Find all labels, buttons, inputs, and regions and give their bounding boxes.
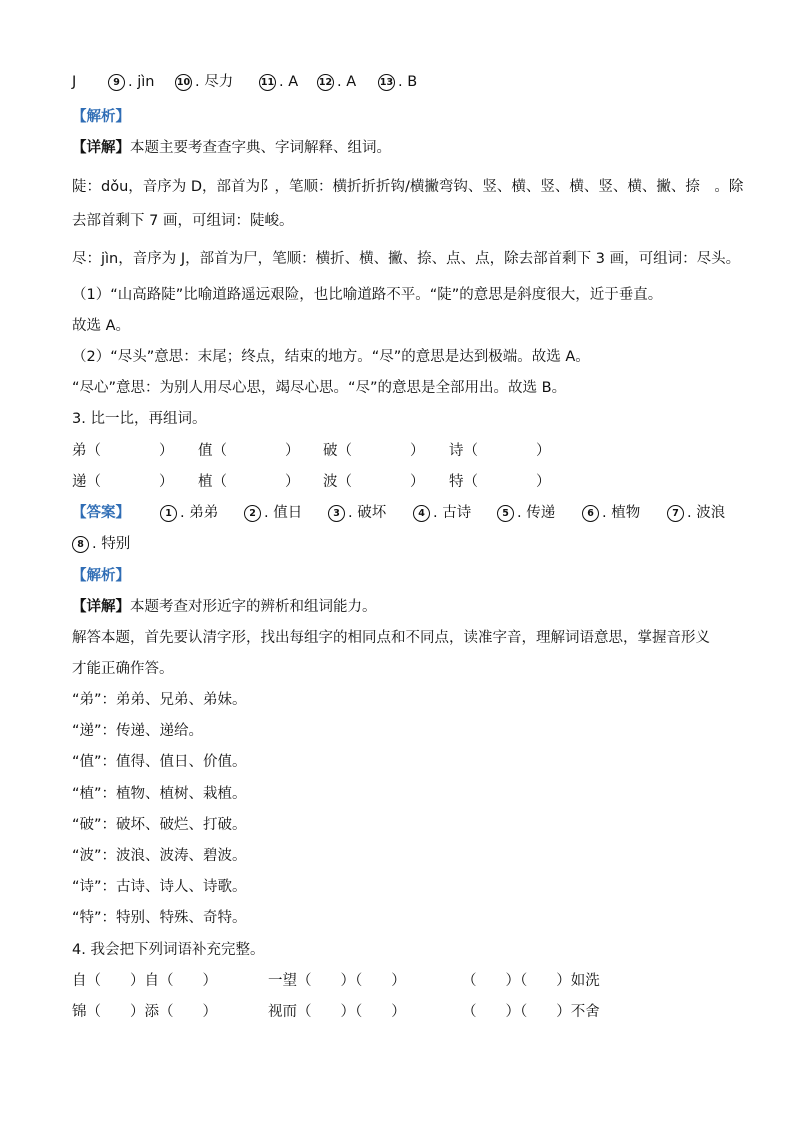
answer-item [244, 503, 302, 523]
circled-number: 6 [582, 505, 599, 522]
question-4-title: 4. 我会把下列词语补充完整。 [72, 942, 265, 958]
answer-10 [175, 72, 233, 92]
answer-9 [108, 72, 154, 92]
circled-number: 5 [497, 505, 514, 522]
answer-text: . 特别 [92, 536, 131, 552]
answer-item [667, 503, 725, 523]
analysis-tag: 【解析】 [72, 109, 130, 125]
top-answers-line [72, 72, 76, 92]
q4-blank: 自（ ）自（ ） [72, 973, 217, 989]
analysis-line: 尽：jìn，音序为 J，部首为尸，笔顺：横折、横、撇、捺、点、点，除去部首剩下 3 画，可组词：尽头。 [72, 251, 741, 267]
answer-text: . 古诗 [433, 505, 472, 521]
answer-text: . 波浪 [687, 505, 726, 521]
circled-number: 13 [378, 74, 395, 91]
circled-number: 3 [328, 505, 345, 522]
answer-text: . 弟弟 [180, 505, 219, 521]
q3-blank: 诗（ ） [449, 443, 551, 459]
analysis-line: （1）“山高路陡”比喻道路遥远艰险，也比喻道路不平。“陡”的意思是斜度很大，近于垂直。 [72, 287, 663, 303]
word-group-line: “值”：值得、值日、价值。 [72, 754, 247, 770]
answer-text: . B [398, 74, 418, 90]
answer-item [160, 503, 218, 523]
q4-blank: 锦（ ）添（ ） [72, 1004, 217, 1020]
answer-prefix: J [72, 74, 77, 90]
analysis-line: 故选 A。 [72, 318, 131, 334]
q3-blank: 值（ ） [198, 443, 300, 459]
analysis-tag: 【解析】 [72, 568, 130, 584]
circled-number: 4 [413, 505, 430, 522]
answer-item [582, 503, 640, 523]
detail-tag: 【详解】 [72, 140, 130, 156]
answer-text: . 值日 [264, 505, 303, 521]
circled-number: 7 [667, 505, 684, 522]
q4-blank: 视而（ ）（ ） [268, 1004, 406, 1020]
answer-12 [317, 72, 356, 92]
answer-tag: 【答案】 [72, 505, 130, 521]
detail-text: 本题主要考查查字典、字词解释、组词。 [130, 140, 391, 156]
circled-number: 11 [259, 74, 276, 91]
answer-text: . jìn [128, 74, 155, 90]
q3-blank: 破（ ） [323, 443, 425, 459]
answer-item [497, 503, 555, 523]
analysis-paragraph: 解答本题，首先要认清字形，找出每组字的相同点和不同点，读准字音，理解词语意思，掌握音形义才能正确作答。 [72, 630, 710, 677]
answer-item [328, 503, 386, 523]
word-group-line: “诗”：古诗、诗人、诗歌。 [72, 879, 247, 895]
answer-text: . 传递 [517, 505, 556, 521]
circled-number: 1 [160, 505, 177, 522]
word-group-line: “递”：传递、递给。 [72, 723, 204, 739]
q3-blank: 弟（ ） [72, 443, 174, 459]
question-3-title: 3. 比一比，再组词。 [72, 411, 207, 427]
answer-text: . A [279, 74, 299, 90]
q3-blank: 递（ ） [72, 474, 174, 490]
answer-11 [259, 72, 298, 92]
q4-blank: 一望（ ）（ ） [268, 973, 406, 989]
analysis-line: “尽心”意思：为别人用尽心思，竭尽心思。“尽”的意思是全部用出。故选 B。 [72, 380, 567, 396]
word-group-line: “植”：植物、植树、栽植。 [72, 786, 247, 802]
answer-text: . 植物 [602, 505, 641, 521]
answer-item [413, 503, 471, 523]
word-group-line: “弟”：弟弟、兄弟、弟妹。 [72, 692, 247, 708]
detail-tag: 【详解】 [72, 599, 130, 615]
circled-number: 9 [108, 74, 125, 91]
analysis-line: 去部首剩下 7 画，可组词：陡峻。 [72, 213, 294, 229]
analysis-line: （2）“尽头”意思：末尾；终点，结束的地方。“尽”的意思是达到极端。故选 A。 [72, 349, 590, 365]
q3-blank: 波（ ） [323, 474, 425, 490]
q3-blank: 植（ ） [198, 474, 300, 490]
circled-number: 12 [317, 74, 334, 91]
detail-text: 本题考查对形近字的辨析和组词能力。 [130, 599, 377, 615]
answer-text: . 尽力 [195, 74, 234, 90]
answer-text: . A [337, 74, 357, 90]
word-group-line: “特”：特别、特殊、奇特。 [72, 910, 247, 926]
answer-item [72, 534, 130, 554]
circled-number: 10 [175, 74, 192, 91]
detail-line [72, 138, 391, 158]
q4-blank: （ ）（ ）不舍 [462, 1004, 600, 1020]
circled-number: 8 [72, 536, 89, 553]
analysis-line: 陡：dǒu，音序为 D，部首为阝，笔顺：横折折折钩/横撇弯钩、竖、横、竖、横、竖、横、撇、捺 。除 [72, 179, 744, 195]
word-group-line: “破”：破坏、破烂、打破。 [72, 817, 247, 833]
answer-13 [378, 72, 417, 92]
q4-blank: （ ）（ ）如洗 [462, 973, 600, 989]
q3-blank: 特（ ） [449, 474, 551, 490]
circled-number: 2 [244, 505, 261, 522]
answer-text: . 破坏 [348, 505, 387, 521]
word-group-line: “波”：波浪、波涛、碧波。 [72, 848, 247, 864]
detail-line [72, 597, 377, 617]
